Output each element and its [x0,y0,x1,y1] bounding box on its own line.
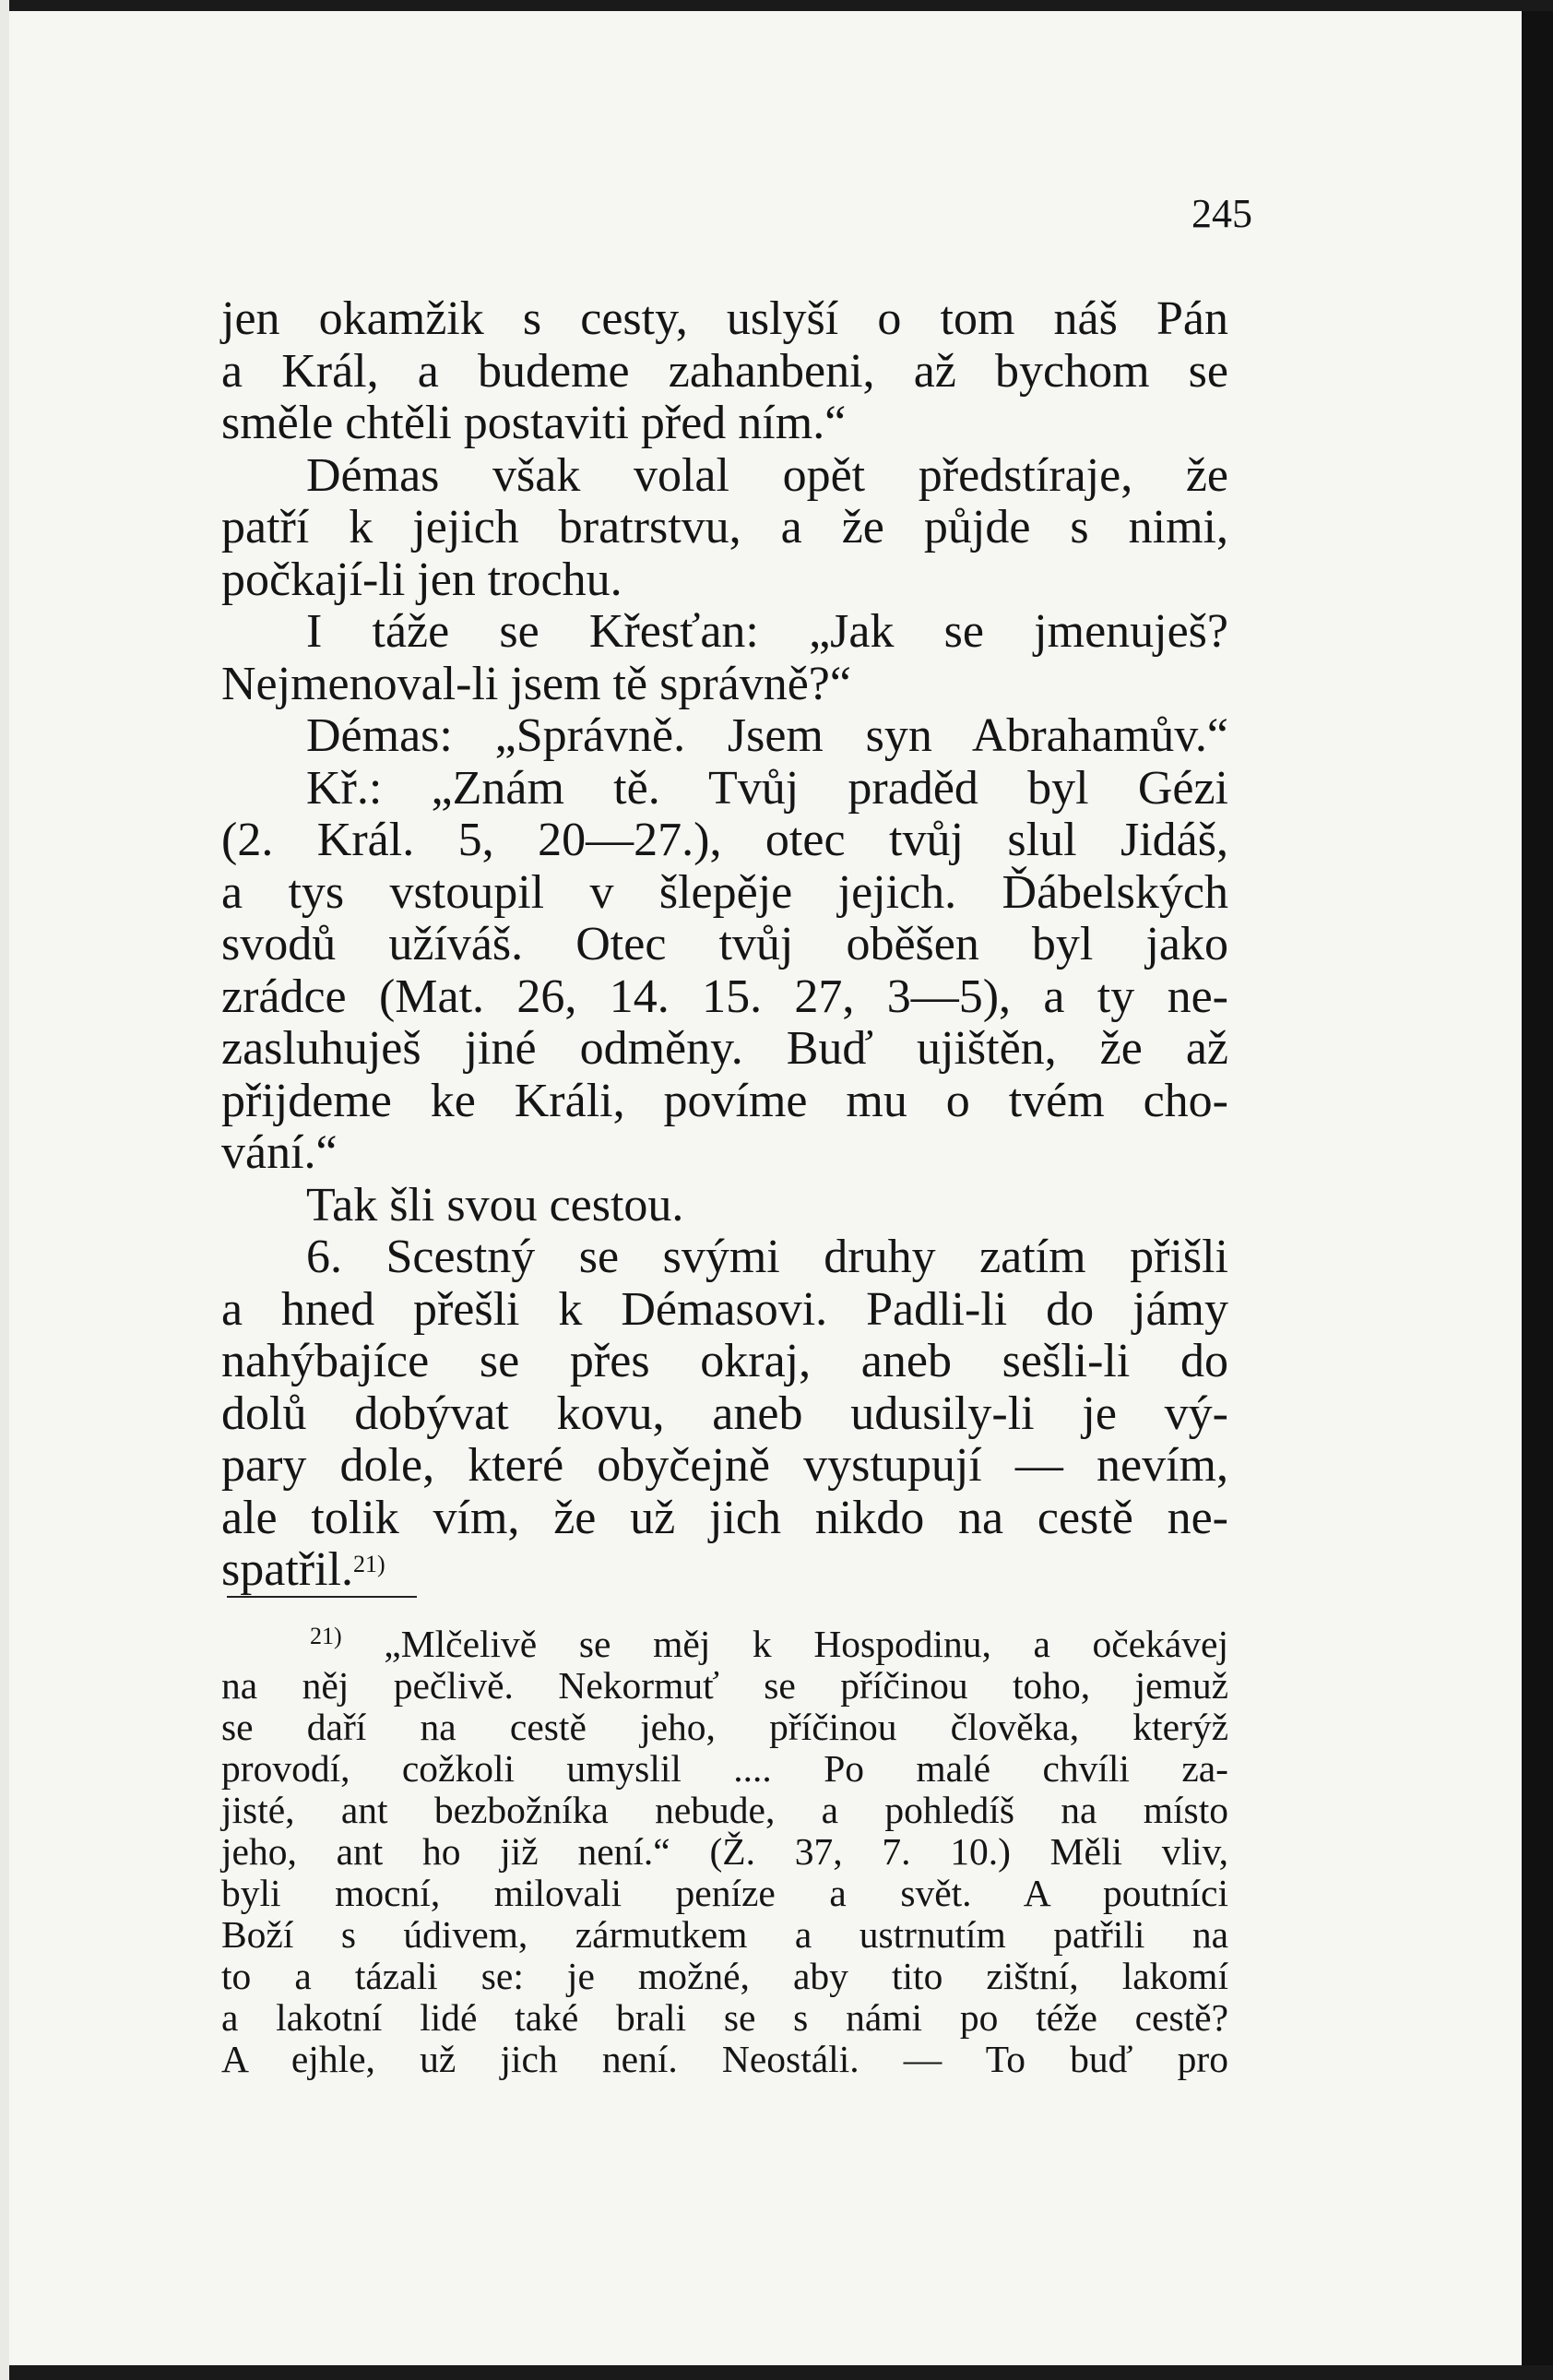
scan-left-margin [0,0,9,2380]
text-line-content: spatřil. [221,1543,353,1596]
footnote-line: jeho, ant ho již není.“ (Ž. 37, 7. 10.) Měli vliv, [221,1830,1228,1873]
text-line: zrádce (Mat. 26, 14. 15. 27, 3—5), a ty ne- [221,970,1228,1023]
text-line: Kř.: „Znám tě. Tvůj praděd byl Gézi [306,761,1228,815]
text-line: nahýbajíce se přes okraj, aneb sešli-li do [221,1335,1228,1387]
text-line: patří k jejich bratrstvu, a že půjde s nimi, [221,501,1228,553]
footnote-line-text: „Mlčelivě se měj k Hospodinu, a očekávej [341,1623,1228,1665]
text-line: pary dole, které obyčejně vystupují — nevím, [221,1439,1228,1492]
text-line: jen okamžik s cesty, uslyší o tom náš Pán [221,292,1228,345]
main-text [221,293,1228,1597]
text-line: svodů užíváš. Otec tvůj oběšen byl jako [221,918,1228,970]
footnote-marker: 21) [310,1623,342,1649]
text-line: (2. Král. 5, 20—27.), otec tvůj slul Jidáš, [221,814,1228,866]
text-line: Démas však volal opět předstíraje, že [306,448,1228,502]
text-line: vání.“ [221,1126,338,1179]
text-line: směle chtěli postaviti před ním.“ [221,397,847,449]
footnote-divider [227,1596,417,1598]
text-line: a Král, a budeme zahanbeni, až bychom se [221,344,1228,398]
footnote-line: a lakotní lidé také brali se s námi po téže cestě? [221,1996,1228,2039]
text-line: zasluhuješ jiné odměny. Buď ujištěn, že až [221,1022,1228,1075]
footnote-line: se daří na cestě jeho, příčinou člověka, kterýž [221,1706,1228,1748]
text-line: ale tolik vím, že už jich nikdo na cestě ne- [221,1491,1228,1544]
text-line: I táže se Křesťan: „Jak se jmenuješ? [306,605,1228,658]
footnote-line: byli mocní, milovali peníze a svět. A poutníci [221,1872,1228,1914]
text-line: 6. Scestný se svými druhy zatím přišli [306,1231,1228,1283]
text-line: Nejmenoval-li jsem tě správně?“ [221,657,851,710]
text-line-last [221,1544,1228,1597]
footnote-section [221,1624,1228,2080]
footnote-line: A ejhle, už jich není. Neostáli. — To buď pro [221,2038,1228,2080]
text-line: dolů dobývat kovu, aneb udusily-li je vý- [221,1386,1228,1440]
scan-right-border [1522,11,1553,2365]
footnote-line: Boží s údivem, zármutkem a ustrnutím patřili na [221,1913,1228,1956]
text-line: přijdeme ke Králi, povíme mu o tvém cho- [221,1074,1228,1127]
text-line: a hned přešli k Démasovi. Padli-li do jámy [221,1282,1228,1336]
footnote-line: provodí, cožkoli umyslil .... Po malé chvíli za- [221,1747,1228,1790]
text-line: Tak šli svou cestou. [306,1178,684,1232]
footnote-line: na něj pečlivě. Nekormuť se příčinou toho, jemuž [221,1664,1228,1707]
page-number: 245 [1191,191,1252,236]
footnote-line [221,1624,1228,1665]
text-line: a tys vstoupil v šlepěje jejich. Ďábelských [221,865,1228,919]
text-line: Démas: „Správně. Jsem syn Abrahamův.“ [306,709,1228,762]
footnote-reference: 21) [352,1551,385,1577]
footnote-line: to a tázali se: je možné, aby tito zištní, lakomí [221,1955,1228,1997]
text-line: počkají-li jen trochu. [221,553,622,606]
footnote-line: jisté, ant bezbožníka nebude, a pohledíš na místo [221,1789,1228,1831]
